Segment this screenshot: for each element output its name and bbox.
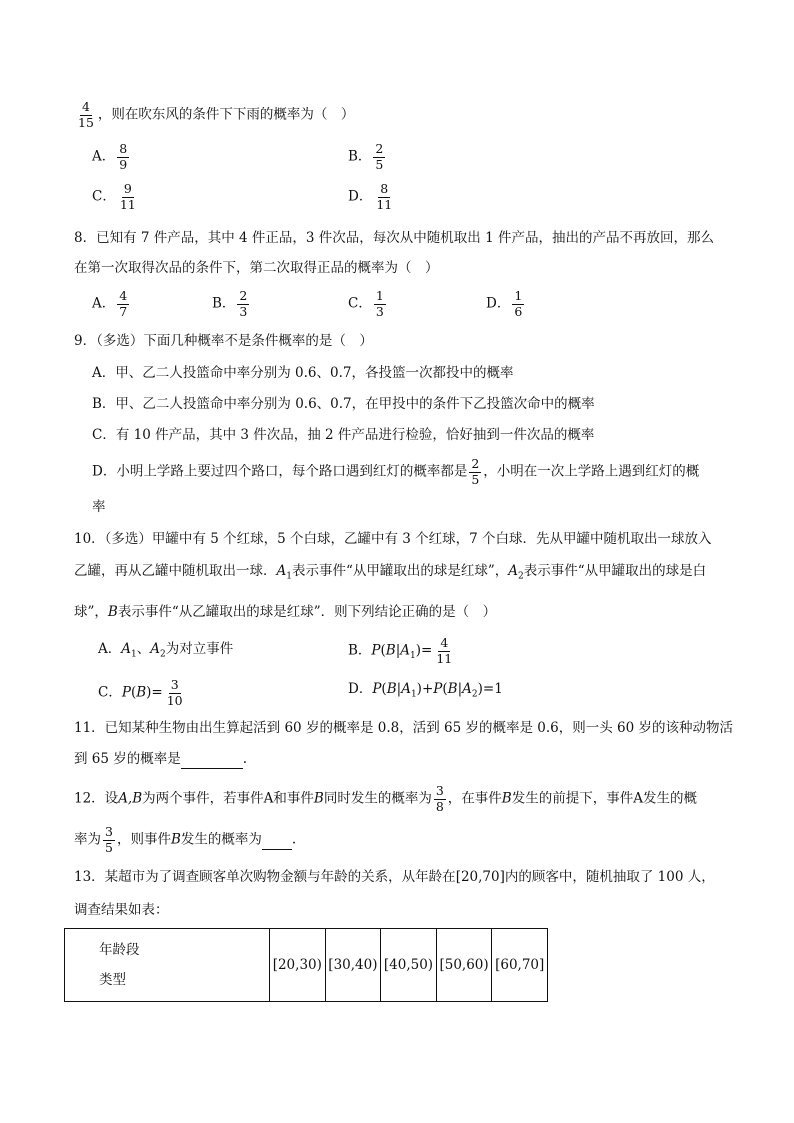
q11-stem-line1: 11．已知某种生物由出生算起活到 60 岁的概率是 0.8，活到 65 岁的概率是 0.6，则一头 60 岁的该种动物活 bbox=[74, 720, 733, 736]
q10-option-c[interactable]: C．P(B)= $\frac{3}{10}$ bbox=[98, 677, 183, 708]
q8-option-b[interactable]: B． $\frac{2}{3}$ bbox=[212, 288, 248, 319]
q12-answer-blank[interactable] bbox=[262, 831, 292, 850]
q10-stem-line2: 乙罐，再从乙罐中随机取出一球．$A_1$表示事件“从甲罐取出的球是红球”，$A_2$表示事件“从甲罐取出的球是白 bbox=[74, 563, 707, 582]
q12-stem-line1: 12．设A,B为两个事件，若事件A和事件B同时发生的概率为 $\frac{3}{8}$ ，在事件B发生的前提下，事件A发生的概 bbox=[74, 783, 697, 814]
table-header-col-1: [20,30) bbox=[270, 929, 326, 1002]
q13-stem-line1: 13．某超市为了调查顾客单次购物金额与年龄的关系，从年龄在[20,70]内的顾客中，随机抽取了 100 人， bbox=[74, 869, 715, 885]
q13-stem-line2: 调查结果如表： bbox=[74, 902, 169, 918]
q9-option-b[interactable]: B．甲、乙二人投篮命中率分别为 0.6、0.7，在甲投中的条件下乙投篮次命中的概率 bbox=[92, 396, 595, 412]
q10-option-a[interactable]: A．$A_1$、$A_2$为对立事件 bbox=[98, 641, 234, 660]
q9-option-d-wrap: 率 bbox=[92, 499, 106, 515]
q9-option-a[interactable]: A．甲、乙二人投篮命中率分别为 0.6、0.7，各投篮一次都投中的概率 bbox=[92, 365, 514, 381]
table-header-col-5: [60,70] bbox=[492, 929, 548, 1002]
q8-stem-line2: 在第一次取得次品的条件下，第二次取得正品的概率为（ ） bbox=[74, 260, 439, 276]
q7-option-c[interactable]: C． $\frac{9}{11}$ bbox=[92, 181, 136, 212]
q10-stem-line3: 球”，B表示事件“从乙罐取出的球是红球”．则下列结论正确的是（ ） bbox=[74, 604, 497, 620]
q8-stem-line1: 8．已知有 7 件产品，其中 4 件正品，3 件次品，每次从中随机取出 1 件产品，抽出的产品不再放回，那么 bbox=[74, 230, 714, 246]
table-header-col-4: [50,60) bbox=[436, 929, 492, 1002]
table-header-cell: 年龄段 类型 bbox=[65, 929, 270, 1002]
q9-option-c[interactable]: C．有 10 件产品，其中 3 件次品，抽 2 件产品进行检验，恰好抽到一件次品的概率 bbox=[92, 427, 595, 443]
q8-option-a[interactable]: A． $\frac{4}{7}$ bbox=[92, 288, 128, 319]
q12-stem-line2: 率为 $\frac{3}{5}$ ，则事件B发生的概率为 . bbox=[74, 824, 297, 855]
table-row bbox=[65, 929, 548, 1002]
q7-option-b[interactable]: B． $\frac{2}{5}$ bbox=[348, 141, 384, 172]
q13-table bbox=[64, 928, 548, 1002]
q9-option-d[interactable]: D．小明上学路上要过四个路口，每个路口遇到红灯的概率都是 $\frac{2}{5}$ ，小明在一次上学路上遇到红灯的概 bbox=[92, 456, 700, 487]
q8-option-d[interactable]: D． $\frac{1}{6}$ bbox=[486, 288, 523, 319]
q11-stem-line2: 到 65 岁的概率是 . bbox=[74, 751, 248, 767]
q10-option-d[interactable]: D．$P(B|A_1)+P(B|A_2)=1$ bbox=[348, 681, 503, 700]
q7-lead-fraction: $\frac{4}{15}$ bbox=[78, 99, 94, 130]
q13-age-interval: [20,70] bbox=[455, 869, 505, 885]
q11-answer-blank[interactable] bbox=[181, 750, 243, 769]
table-header-col-2: [30,40) bbox=[325, 929, 381, 1002]
q10-stem-line1: 10．（多选）甲罐中有 5 个红球，5 个白球，乙罐中有 3 个红球，7 个白球．先从甲罐中随机取出一球放入 bbox=[74, 531, 712, 547]
q9-stem: 9．（多选）下面几种概率不是条件概率的是（ ） bbox=[74, 333, 373, 349]
q7-option-a[interactable]: A． $\frac{8}{9}$ bbox=[92, 141, 128, 172]
q8-option-c[interactable]: C． $\frac{1}{3}$ bbox=[348, 288, 384, 319]
q7-option-d[interactable]: D． $\frac{8}{11}$ bbox=[348, 181, 393, 212]
q10-option-b[interactable]: B．$P(B|A_1)=$ $\frac{4}{11}$ bbox=[348, 635, 453, 666]
q7-lead bbox=[74, 101, 354, 129]
table-header-col-3: [40,50) bbox=[381, 929, 437, 1002]
q7-lead-text: ，则在吹东风的条件下下雨的概率为（ ） bbox=[97, 106, 355, 123]
